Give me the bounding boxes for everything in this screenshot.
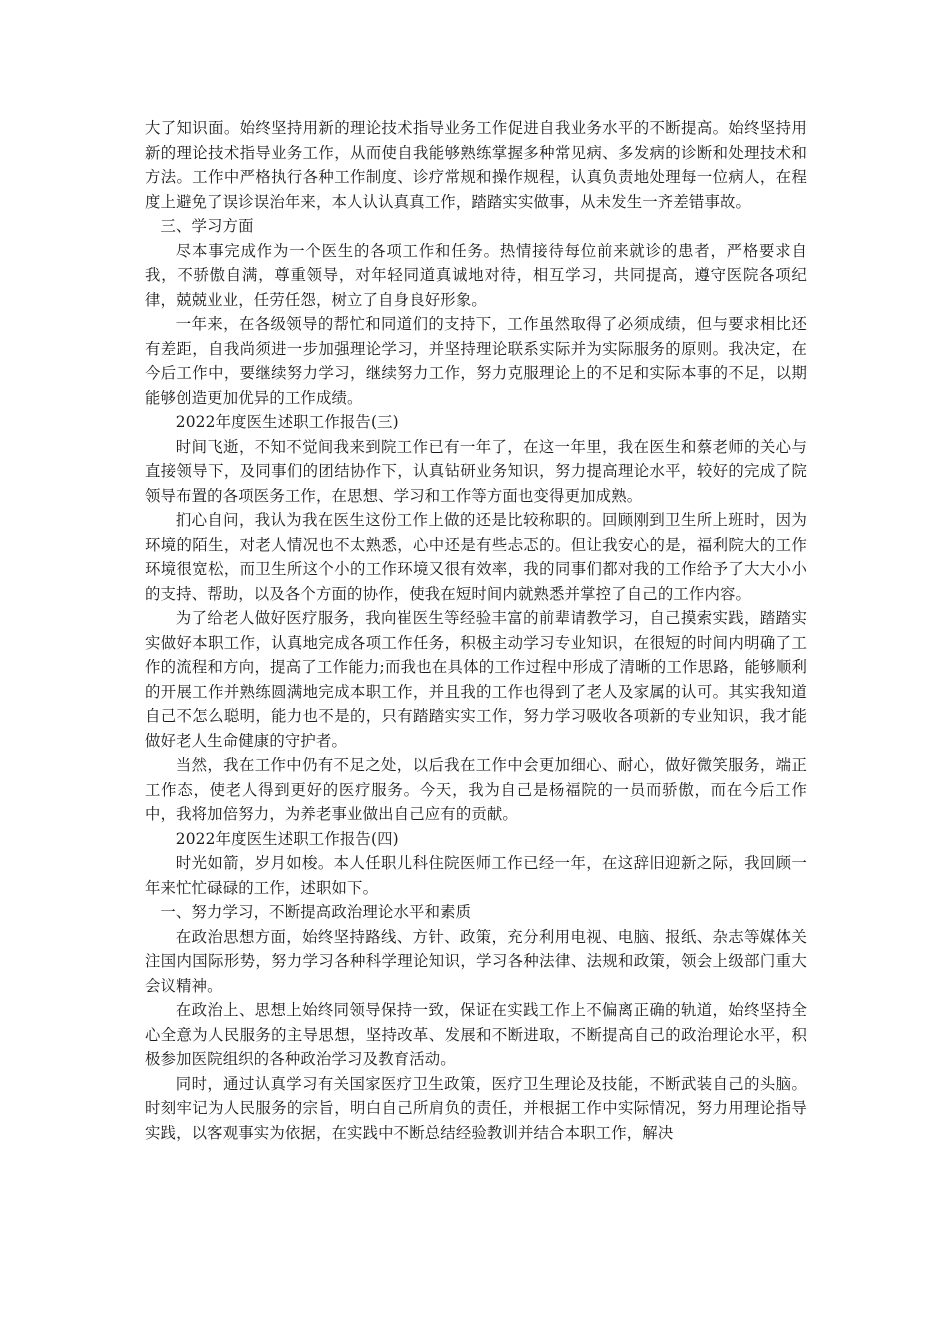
paragraph: 在政治思想方面，始终坚持路线、方针、政策，充分利用电视、电脑、报纸、杂志等媒体关注国内国际形势，努力学习各种科学理论知识，学习各种法律、法规和政策，领会上级部门重大会议精神。 bbox=[145, 927, 807, 995]
paragraph: 一年来，在各级领导的帮忙和同道们的支持下，工作虽然取得了必须成绩，但与要求相比还有差距，自我尚须进一步加强理论学习，并坚持理论联系实际并为实际服务的原则。我决定，在今后工作中，要继续努力学习，继续努力工作，努力克服理论上的不足和实际本事的不足，以期能够创造更加优异的工作成绩。 bbox=[145, 315, 807, 407]
paragraph: 在政治上、思想上始终同领导保持一致，保证在实践工作上不偏离正确的轨道，始终坚持全心全意为人民服务的主导思想，坚持改革、发展和不断进取，不断提高自己的政治理论水平，积极参加医院组织的各种政治学习及教育活动。 bbox=[145, 1001, 807, 1068]
paragraph: 时间飞逝，不知不觉间我来到院工作已有一年了，在这一年里，我在医生和蔡老师的关心与直接领导下，及同事们的团结协作下，认真钻研业务知识，努力提高理论水平，较好的完成了院领导布置的各项医务工作，在思想、学习和工作等方面也变得更加成熟。 bbox=[145, 437, 807, 505]
section-heading: 三、学习方面 bbox=[160, 217, 254, 235]
paragraph: 为了给老人做好医疗服务，我向崔医生等经验丰富的前辈请教学习，自己摸索实践，踏踏实实做好本职工作，认真地完成各项工作任务，积极主动学习专业知识，在很短的时间内明确了工作的流程和方向，提高了工作能力;而我也在具体的工作过程中形成了清晰的工作思路，能够顺利的开展工作并熟练圆满地完成本职工作，并且我的工作也得到了老人及家属的认可。其实我知道自己不怎么聪明，能力也不是的，只有踏踏实实工作，努力学习吸收各项新的专业知识，我才能做好老人生命健康的守护者。 bbox=[145, 609, 807, 750]
paragraph: 当然，我在工作中仍有不足之处，以后我在工作中会更加细心、耐心，做好微笑服务，端正工作态，使老人得到更好的医疗服务。今天，我为自己是杨福院的一员而骄傲，而在今后工作中，我将加倍努力，为养老事业做出自己应有的贡献。 bbox=[145, 756, 807, 823]
report-title: 2022年度医生述职工作报告(三) bbox=[175, 413, 399, 431]
paragraph: 时光如箭，岁月如梭。本人任职儿科住院医师工作已经一年，在这辞旧迎新之际，我回顾一年来忙忙碌碌的工作，述职如下。 bbox=[145, 854, 807, 897]
paragraph: 尽本事完成作为一个医生的各项工作和任务。热情接待每位前来就诊的患者，严格要求自我，不骄傲自满，尊重领导，对年轻同道真诚地对待，相互学习，共同提高，遵守医院各项纪律，兢兢业业，任劳任怨，树立了自身良好形象。 bbox=[145, 241, 807, 309]
paragraph: 同时，通过认真学习有关国家医疗卫生政策，医疗卫生理论及技能，不断武装自己的头脑。时刻牢记为人民服务的宗旨，明白自己所肩负的责任，并根据工作中实际情况，努力用理论指导实践，以客观事实为依据，在实践中不断总结经验教训并结合本职工作，解决 bbox=[145, 1074, 807, 1142]
document-page bbox=[145, 116, 807, 1145]
report-title: 2022年度医生述职工作报告(四) bbox=[175, 829, 399, 848]
paragraph: 扪心自问，我认为我在医生这份工作上做的还是比较称职的。回顾刚到卫生所上班时，因为环境的陌生，对老人情况也不太熟悉，心中还是有些忐忑的。但让我安心的是，福利院大的工作环境很宽松，而卫生所这个小的工作环境又很有效率，我的同事们都对我的工作给予了大大小小的支持、帮助，以及各个方面的协作，使我在短时间内就熟悉并掌控了自己的工作内容。 bbox=[145, 511, 807, 603]
section-heading: 一、努力学习，不断提高政治理论水平和素质 bbox=[160, 903, 472, 921]
paragraph: 大了知识面。始终坚持用新的理论技术指导业务工作促进自我业务水平的不断提高。始终坚持用新的理论技术指导业务工作，从而使自我能够熟练掌握多种常见病、多发病的诊断和处理技术和方法。工作中严格执行各种工作制度、诊疗常规和操作规程，认真负责地处理每一位病人，在程度上避免了误诊误治年来，本人认认真真工作，踏踏实实做事，从未发生一齐差错事故。 bbox=[145, 119, 807, 211]
